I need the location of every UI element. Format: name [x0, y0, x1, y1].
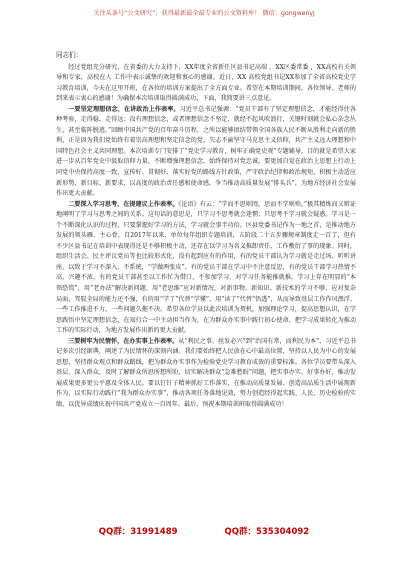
paragraph-point-1 [56, 105, 356, 200]
paragraph-text: 习近平总书记强调：“党员干部有了坚定理想信念，才能经得住各种考验，走得稳、走得远；没有理想信念，或者理想信念不坚定，就经不起风吹浪打，关键时刻就会私心杂念丛生，甚至临阵脱逃。”回顾中国共产党的百年奋斗历程，之所以能够团结带领全国各族人民不断从胜利走向新的胜利，正是因为我们党始终有着崇高理想和坚定信念的党，矢志不渝坚守马克思主义信仰，共产主义远大理想和中国特色社会主义共同理想。本次培训专门安排了“党史学习教育，树牢正确党史观”专题辅导，目的就是希望大家进一步从百年党史中汲取信仰力量，不断增强理想信念，始终保持对党忠诚，要更加自觉在政治上思想上行动上同党中央保持高度一致，宣传好、贯彻好、落实好党的路线方针政策，严守政治纪律和政治规矩，积极主动适应新形势、新目标、新要求，以高度的政治责任感和使命感，争当推动高质量发展“排头兵”，为地方经济社会发展作出更大贡献。 [56, 105, 356, 198]
paragraph-point-2 [56, 200, 356, 337]
paragraph-intro [56, 63, 356, 105]
paragraph-text: 从“利民之事，丝发必兴”到“治国有常，而利民为本”，习近平总书记多次引经据典，阐述了为民情怀的深刻内涵。我们要始终把人民放在心中最高位置，坚持以人民为中心的发展思想，坚持群众观点和群众路线，把为群众办实事作为检验党史学习教育成效的重要标准。各位学员要带头深入基层、深入群众，及时了解群众所思所想所盼，切实解决群众“急难愁盼”问题，把实事办实、好事办好，推动发展成果更多更公平惠及全体人民。要以钉钉子精神抓好工作落实，在推动高质量发展、创造高品质生活中展现新作为，以实际行动践行“我为群众办实事”，推动各项任务落地见效，努力创造经得起实践、人民、历史检验的实绩，以优异成绩庆祝中国共产党成立一百周年。最后，预祝本期培训班取得圆满成功！ [56, 337, 356, 408]
paragraph-heading: 二要深入学习思考，在提建议上作表率。 [68, 200, 179, 208]
paragraph-heading: 一要坚定理想信念，在讲政治上作表率。 [68, 105, 180, 113]
qq-group-1: QQ群：31991489 [98, 527, 178, 537]
paragraph-text: 《论语》有云：“学而不思则罔，思而不学则殆。”极其精炼而又辩证地阐明了学习与思考之间的关系。这句话的意思是，只学习不思考就会迷惘；只思考不学习就会疑惑。学习是一个不断深化认识的过程，只要掌握好学习的方法，学习就会事半功倍。区县党委书记作为一地之首，是推动地方发展的领头雁、主心骨，自2017年以来，单位每年组织专题培训，五阶段二十五步骤规章制度走一百了，但有不少区县书记在培训中表现得还是不够积极主动，还存在以学习为名义推卸责任、工作敷衍了事的现象。同时，组织生活会、民主评议党员等也比较形式化，没有起到应有的作用，有的党员干部认为学习就是走过场、听听讲座，以致于学习不深入、不系统，“学做两张皮”。有的党员干部在学习中不注意反思，有的党员干部学习热情不高、兴趣不浓，有的党员干部甚至以工作忙为借口，不参加学习，对学习任务能推就推，学习上存在明显的“本领恐慌”，用“老办法”解决新问题、用“老思维”应对新情况，对新事物、新知识、新技术的学习不够，应对复杂局面、驾驭全局的能力还不强，有的用“学了”代替“学懂”，用“读了”代替“悟透”，从而导致基层工作作风漂浮、一些工作推进不力，一些问题久拖不决。希望各位学员以此次培训为契机，加强理论学习，提高思想认识，在学思践悟中坚定理想信念，在知行合一中主动担当作为，在为群众办实事中践行初心使命，把学习成果转化为推动工作的实际行动，为地方发展作出新的更大贡献。 [56, 200, 356, 335]
footer-contacts [0, 527, 408, 537]
paragraph-heading: 三要树牢为民情怀，在办实事上作表率。 [68, 337, 179, 345]
qq-group-2: QQ群：535304092 [224, 527, 310, 537]
header-banner: 关注头条号“公文研究”，获得最新最全最专业的公文资料库！ 微信：gongwenyj [93, 10, 315, 17]
paragraph-point-3 [56, 337, 356, 411]
greeting: 同志们： [56, 51, 83, 59]
document-body [56, 50, 356, 411]
paragraph-text: 经过党组充分研究，在省委的大力支持下，XX年度全省新任区县书记高端 ，XX区委常委 ，XX高校有关领导和专家，高校在人 工作中表示诚挚的欢迎和衷心的感谢。近日，XX 高校党组书记XX参加了全省高校党史学习教育培训，今天在这里开班，在各位的培训方案提出了全方面专业。希望在本期培训期间，各位领导、老师的到来表示衷心的感谢！为确保本次培训取得圆满成功，下面，我简要讲三点意见。 [56, 63, 356, 103]
